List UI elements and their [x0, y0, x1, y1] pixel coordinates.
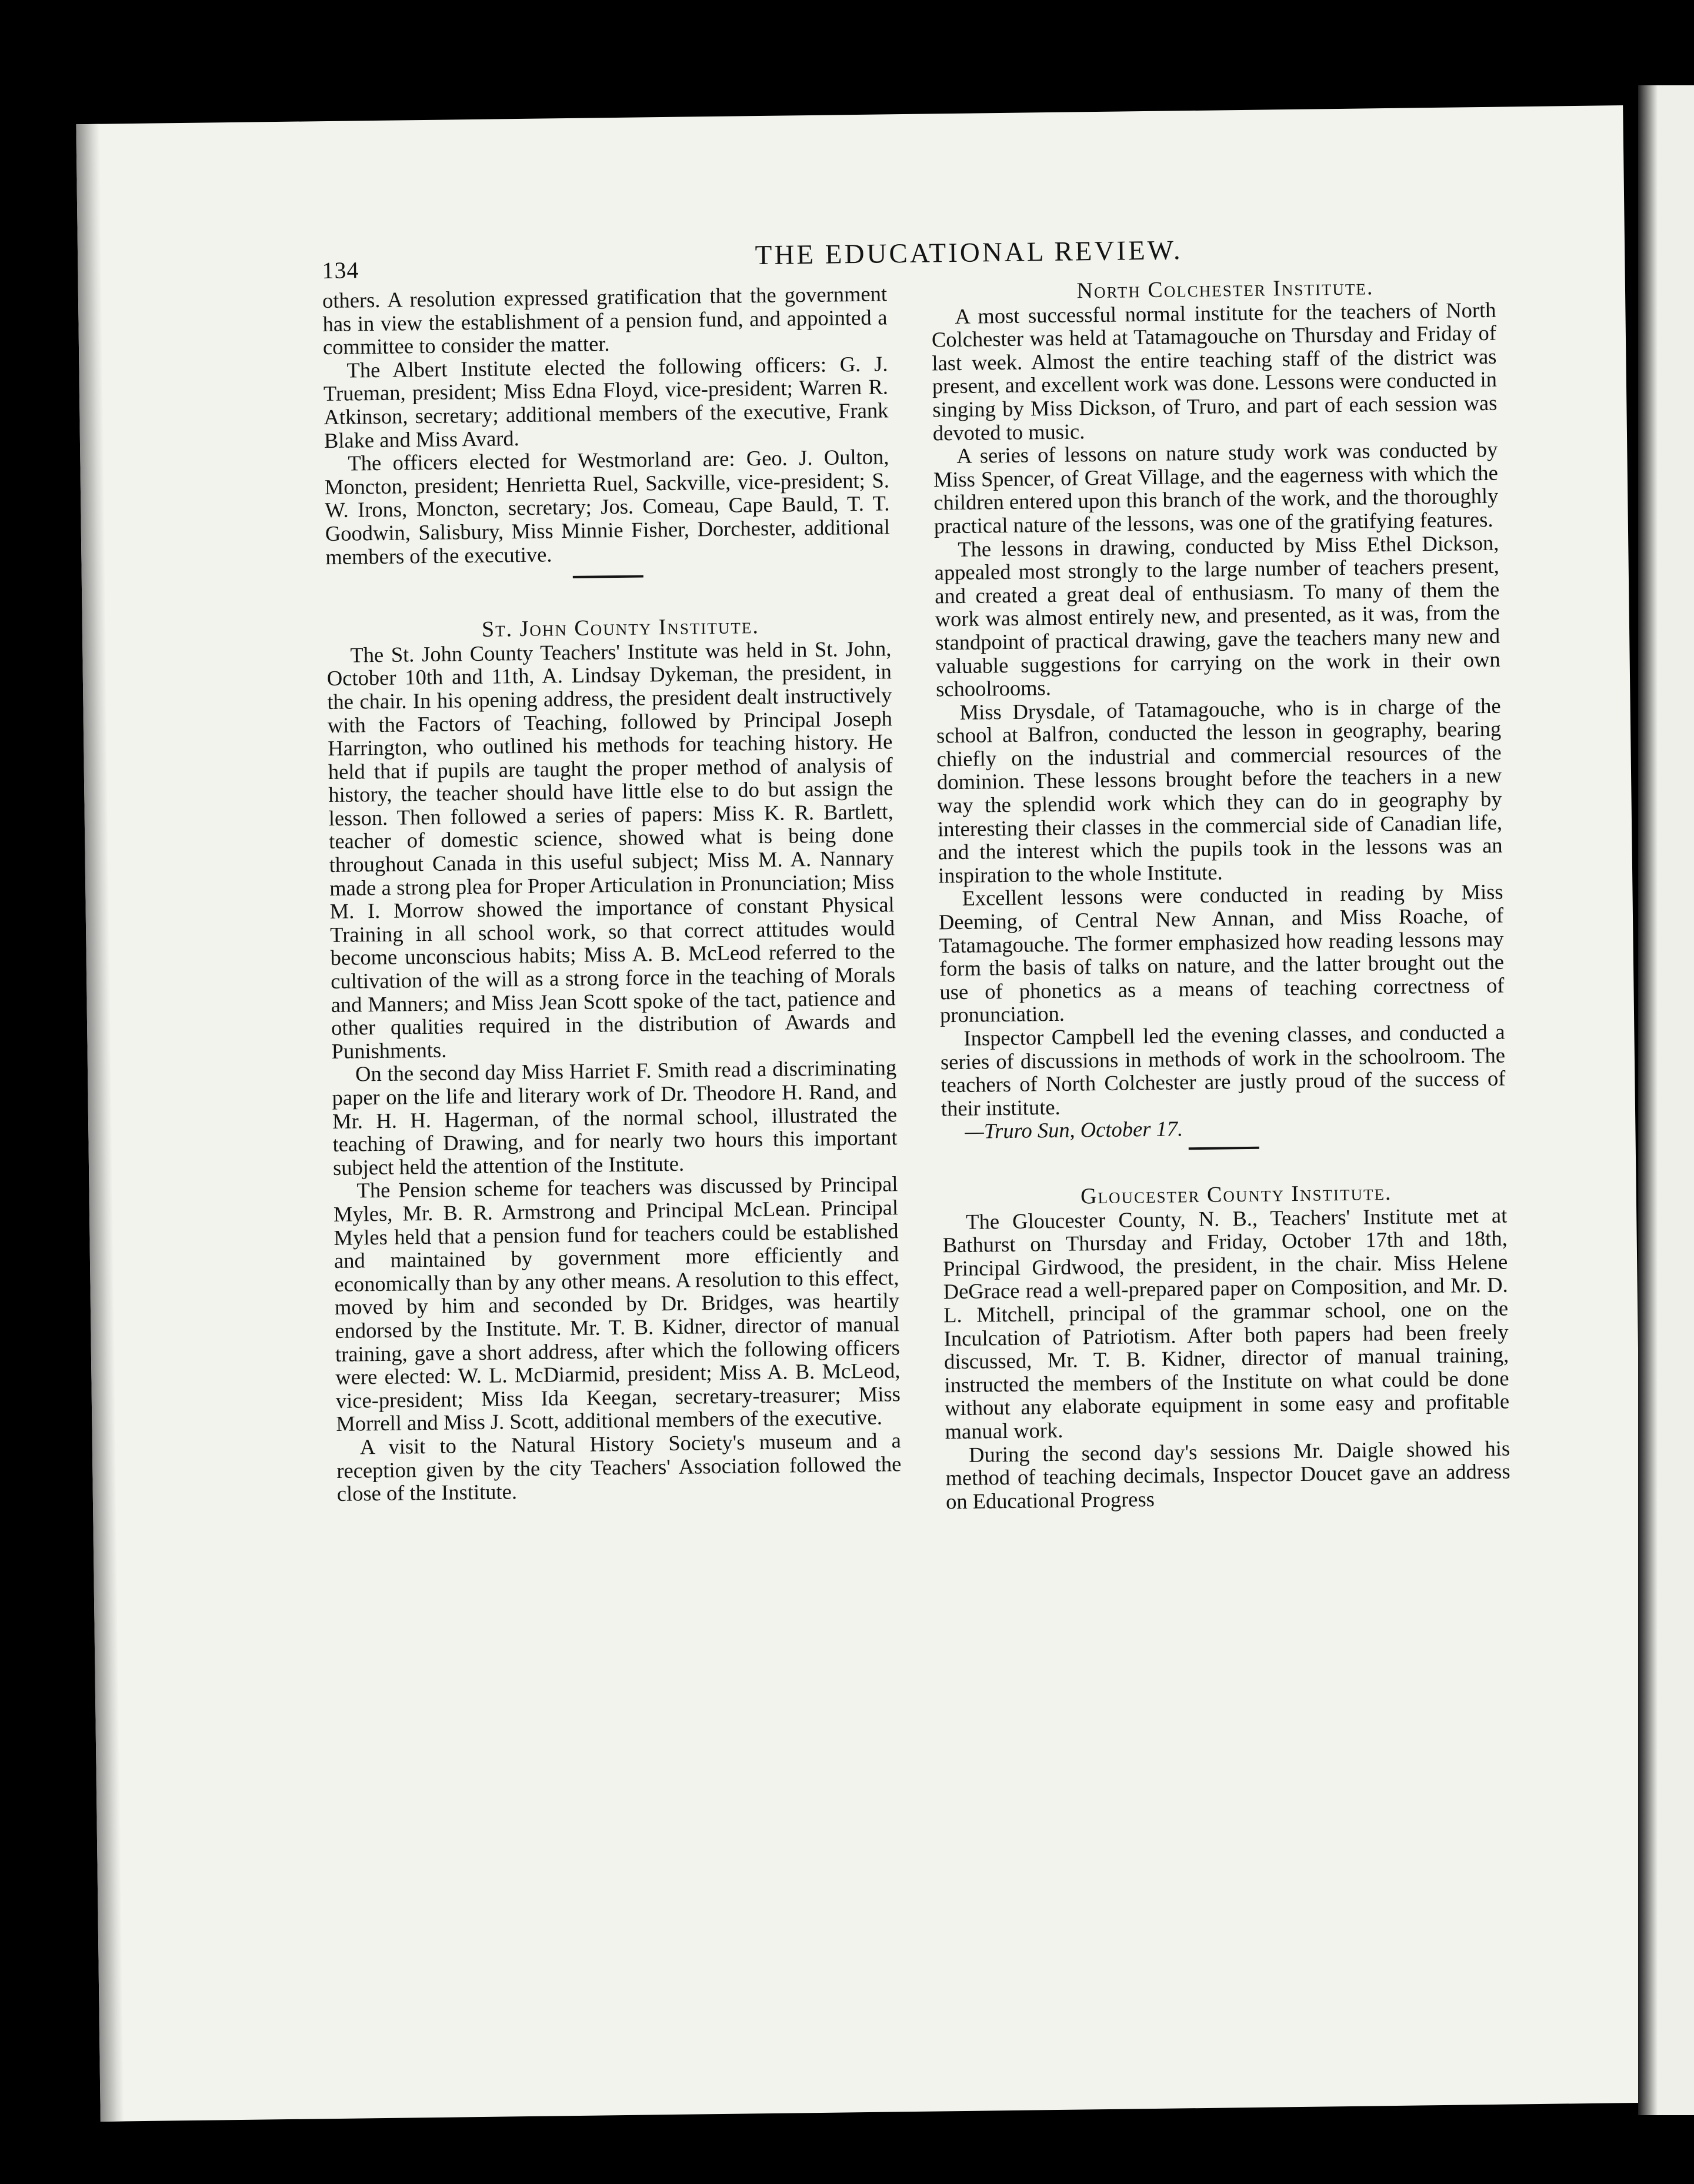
- page-number: 134: [322, 257, 359, 284]
- section-divider: [1189, 1147, 1259, 1150]
- right-paragraph-5: Excellent lessons were conducted in reading by Miss Deeming, of Central New Annan, and Miss Roache, of Tatamagouche. The former emphasized how reading lessons may form the basis of talks on nature, and the latter brought out the use of phonetics as a means of teaching correctness of pronunciation.: [938, 880, 1505, 1027]
- right-paragraph-4: Miss Drysdale, of Tatamagouche, who is in charge of the school at Balfron, conducted the lesson in geography, bearing chiefly on the industrial and commercial resources of the dominion. These lessons brought before the teachers in a new way the splendid work which they can do in geography by interesting their classes in the commercial side of Canadian life, and the interest which the pupils took in the lessons was an inspiration to the whole Institute.: [936, 693, 1503, 888]
- right-paragraph-3: The lessons in drawing, conducted by Miss Ethel Dickson, appealed most strongly to the large number of teachers present, and created a great deal of enthusiasm. To many of them the work was almost entirely new, and presented, as it was, from the standpoint of practical drawing, gave the teachers many new and valuable suggestions for carrying on the work in their own schoolrooms.: [934, 530, 1500, 701]
- right-column: [931, 275, 1511, 1513]
- right-paragraph-7: The Gloucester County, N. B., Teachers' Institute met at Bathurst on Thursday and Friday, October 17th and 18th, Principal Girdwood, the president, in the chair. Miss Helene DeGrace read a well-prepared paper on Composition, and Mr. D. L. Mitchell, principal of the grammar school, one on the Inculcation of Patriotism. After both papers had been freely discussed, Mr. T. B. Kidner, director of manual training, instructed the members of the Institute on what could be done without any elaborate equipment in some easy and profitable manual work.: [942, 1203, 1510, 1444]
- left-paragraph-3: The officers elected for Westmorland are: Geo. J. Oulton, Moncton, president; Henrietta Ruel, Sackville, vice-president; S. W. Irons, Moncton, secretary; Jos. Comeau, Cape Bauld, T. T. Goodwin, Salisbury, Miss Minnie Fisher, Dorchester, additional members of the executive.: [324, 444, 891, 569]
- adjacent-page-edge: [1638, 85, 1694, 2115]
- section-title-gloucester: Gloucester County Institute.: [1080, 1180, 1392, 1209]
- page-gutter-shadow: [76, 124, 124, 2122]
- left-paragraph-4: The St. John County Teachers' Institute was held in St. John, October 10th and 11th, A. Lindsay Dykeman, the president, in the chair. In his opening address, the president dealt instructively with the Factors of Teaching, followed by Principal Joseph Harrington, who outlined his methods for teaching history. He held that if pupils are taught the proper method of analysis of history, the teacher should have little else to do but assign the lesson. Then followed a series of papers: Miss K. R. Bartlett, teacher of domestic science, showed what is being done throughout Canada in this useful subject; Miss M. A. Nannary made a strong plea for Proper Articulation in Pronunciation; Miss M. I. Morrow showed the importance of constant Physical Training in all school work, so that correct attitudes would become unconscious habits; Miss A. B. McLeod referred to the cultivation of the will as a strong force in the teaching of Morals and Manners; and Miss Jean Scott spoke of the tact, patience and other qualities required in the distribution of Awards and Punishments.: [326, 636, 896, 1063]
- right-paragraph-6: Inspector Campbell led the evening classes, and conducted a series of discussions in methods of work in the schoolroom. The teachers of North Colchester are justly proud of the success of their institute.: [940, 1019, 1506, 1121]
- section-title-north-colchester: North Colchester Institute.: [1076, 275, 1374, 304]
- right-paragraph-2: A series of lessons on nature study work was conducted by Miss Spencer, of Great Village, and the eagerness with which the children entered upon this branch of the work, and the thoroughly practical nature of the lessons, was one of the gratifying features.: [933, 437, 1499, 538]
- left-paragraph-6: The Pension scheme for teachers was discussed by Principal Myles, Mr. B. R. Armstrong and Principal McLean. Principal Myles held that a pension fund for teachers could be established and maintained by government more efficiently and economically than by any other means. A resolution to this effect, moved by him and seconded by Dr. Bridges, was heartily endorsed by the Institute. Mr. T. B. Kidner, director of manual training, gave a short address, after which the following officers were elected: W. L. McDiarmid, president; Miss A. B. McLeod, vice-president; Miss Ida Keegan, secretary-treasurer; Miss Morrell and Miss J. Scott, additional members of the executive.: [333, 1171, 901, 1436]
- left-paragraph-7: A visit to the Natural History Society's museum and a reception given by the city Teachers' Association followed the close of the Institute.: [336, 1428, 902, 1506]
- running-title: THE EDUCATIONAL REVIEW.: [755, 235, 1183, 271]
- left-paragraph-5: On the second day Miss Harriet F. Smith read a discriminating paper on the life and literary work of Dr. Theodore H. Rand, and Mr. H. H. Hagerman, of the normal school, illustrated the teaching of Drawing, and for nearly two hours this important subject held the attention of the Institute.: [332, 1055, 898, 1180]
- right-paragraph-8: During the second day's sessions Mr. Daigle showed his method of teaching decimals, Inspector Doucet gave an address on Educational Progress: [945, 1436, 1510, 1513]
- section-divider: [573, 575, 643, 578]
- section-title-st-john: St. John County Institute.: [481, 614, 760, 642]
- source-attribution: —Truro Sun, October 17.: [965, 1116, 1183, 1144]
- scanned-page: [76, 105, 1647, 2122]
- left-paragraph-2: The Albert Institute elected the following officers: G. J. Trueman, president; Miss Edna Floyd, vice-president; Warren R. Atkinson, secretary; additional members of the executive, Frank Blake and Miss Avard.: [323, 351, 889, 452]
- left-paragraph-1: others. A resolution expressed gratification that the government has in view the establishment of a pension fund, and appointed a committee to consider the matter.: [322, 281, 888, 359]
- right-paragraph-1: A most successful normal institute for the teachers of North Colchester was held at Tatamagouche on Thursday and Friday of last week. Almost the entire teaching staff of the district was present, and excellent work was done. Lessons were conducted in singing by Miss Dickson, of Truro, and part of each session was devoted to music.: [931, 297, 1498, 445]
- left-column: [322, 282, 902, 1505]
